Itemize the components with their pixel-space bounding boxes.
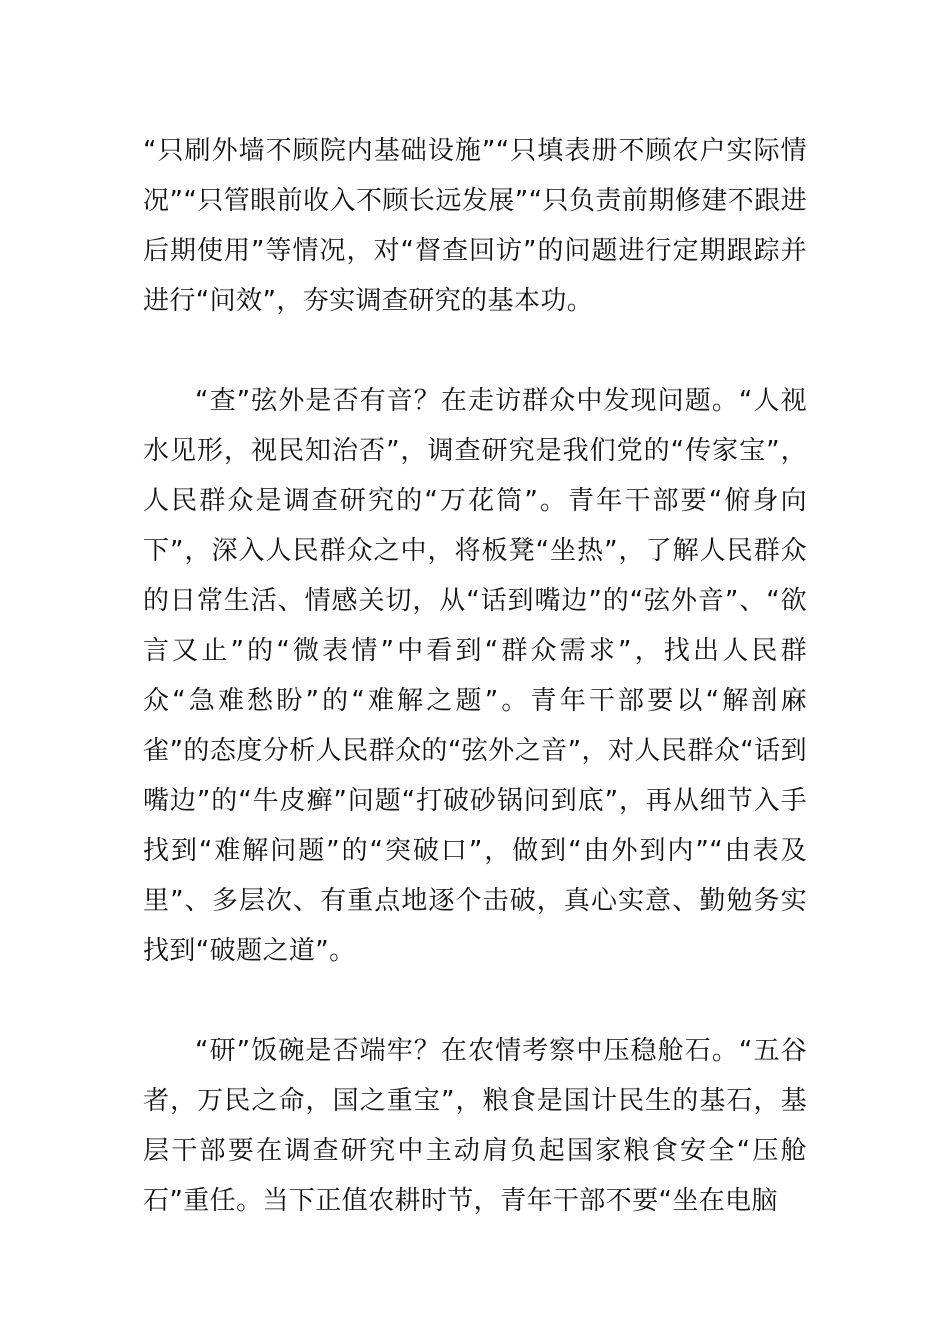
- paragraph-spacer: [143, 326, 807, 376]
- paragraph-spacer: [143, 976, 807, 1026]
- paragraph-2: “查”弦外是否有音？在走访群众中发现问题。“人视水见形，视民知治否”，调查研究是我们党的“传家宝”，人民群众是调查研究的“万花筒”。青年干部要“俯身向下”，深入人民群众之中，将板凳“坐热”，了解人民群众的日常生活、情感关切，从“话到嘴边”的“弦外音”、“欲言又止”的“微表情”中看到“群众需求”，找出人民群众“急难愁盼”的“难解之题”。青年干部要以“解剖麻雀”的态度分析人民群众的“弦外之音”，对人民群众“话到嘴边”的“牛皮癣”问题“打破砂锅问到底”，再从细节入手找到“难解问题”的“突破口”，做到“由外到内”“由表及里”、多层次、有重点地逐个击破，真心实意、勤勉务实找到“破题之道”。: [143, 386, 807, 966]
- document-body: [143, 126, 807, 1226]
- paragraph-1: “只刷外墙不顾院内基础设施”“只填表册不顾农户实际情况”“只管眼前收入不顾长远发展”“只负责前期修建不跟进后期使用”等情况，对“督查回访”的问题进行定期跟踪并进行“问效”，夯实调查研究的基本功。: [143, 136, 807, 316]
- paragraph-3: “研”饭碗是否端牢？在农情考察中压稳舱石。“五谷者，万民之命，国之重宝”，粮食是国计民生的基石，基层干部要在调查研究中主动肩负起国家粮食安全“压舱石”重任。当下正值农耕时节，青年干部不要“坐在电脑: [143, 1036, 807, 1216]
